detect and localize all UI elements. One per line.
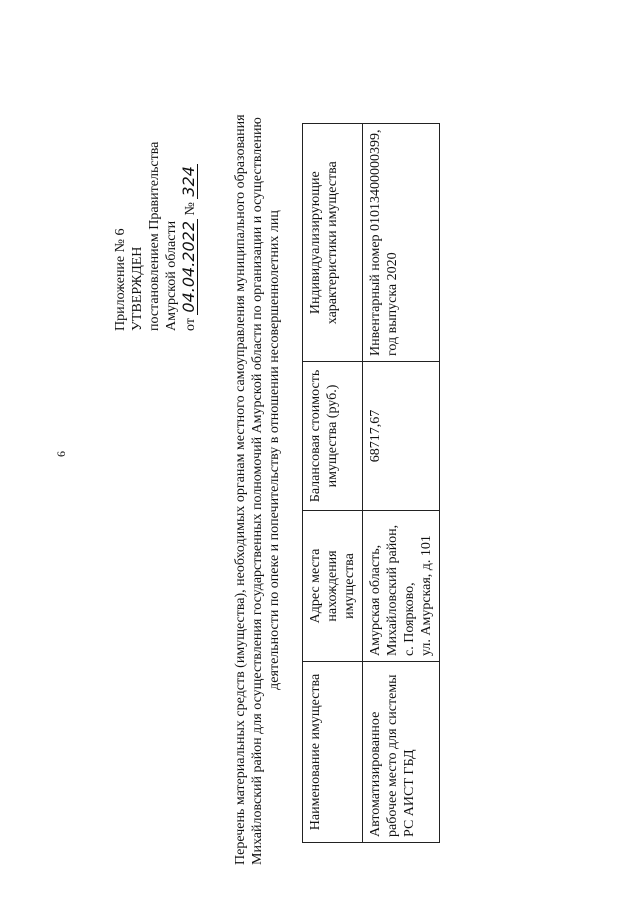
region-line: Амурской области	[164, 220, 179, 331]
approved-by-line: постановлением Правительства	[147, 141, 162, 331]
document-title	[232, 35, 283, 865]
approval-stamp-block	[112, 142, 199, 331]
cell-asset-name: Автоматизированное рабочее место для системы РС АИСТ ГБД	[363, 662, 440, 843]
header-asset-name: Наименование имущества	[303, 662, 363, 843]
cell-balance-value: 68717,67	[363, 362, 440, 511]
header-address: Адрес места нахождения имущества	[303, 511, 363, 662]
appendix-label: Приложение № 6	[113, 228, 128, 331]
approved-label: УТВЕРЖДЕН	[130, 246, 145, 331]
cell-address: Амурская область, Михайловский район, с. Поярково, ул. Амурская, д. 101	[363, 511, 440, 662]
table-header-row	[303, 124, 363, 843]
title-line-2: Михайловский район для осуществления государственных полномочий Амурской области по организации и осуществлению	[250, 117, 265, 865]
header-characteristics: Индивидуализирующие характеристики имущества	[303, 124, 363, 362]
handwritten-date: 04.04.2022	[179, 220, 198, 313]
header-balance-value: Балансовая стоимость имущества (руб.)	[303, 362, 363, 511]
date-prefix: от	[183, 318, 198, 331]
handwritten-number: 324	[179, 166, 198, 197]
table-row	[363, 124, 440, 843]
page-number: 6	[54, 451, 68, 457]
date-number-line	[180, 142, 199, 331]
title-line-3: деятельности по опеке и попечительству в отношении несовершеннолетних лиц	[267, 210, 282, 690]
assets-table	[302, 123, 440, 843]
title-line-1: Перечень материальных средств (имущества), необходимых органам местного самоуправления муниципального образования	[233, 114, 248, 865]
number-prefix: №	[183, 202, 198, 216]
cell-characteristics: Инвентарный номер 01013400000399, год выпуска 2020	[363, 124, 440, 362]
